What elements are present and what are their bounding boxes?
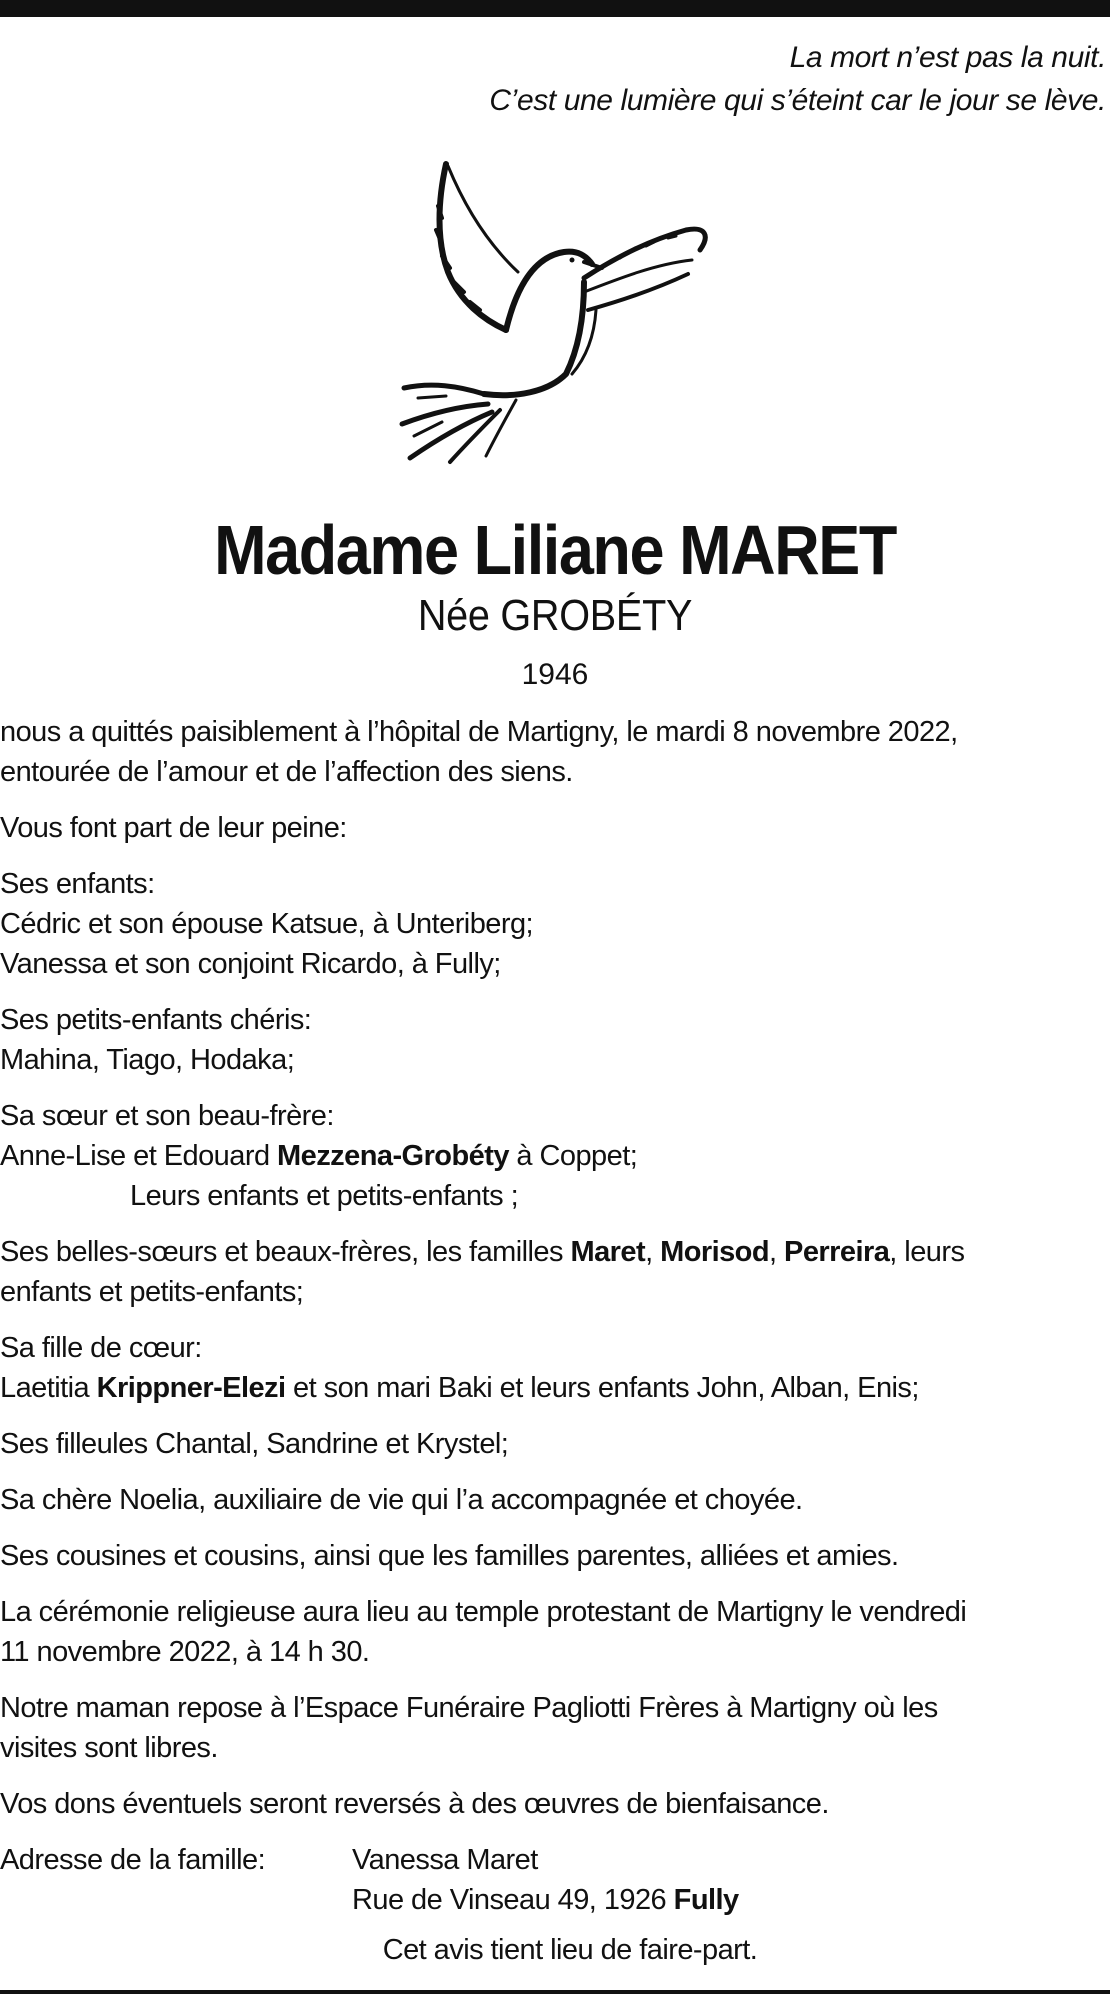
announcement-line-2: entourée de l’amour et de l’affection des siens.: [0, 756, 573, 788]
in-laws-line-1: [0, 1232, 1110, 1272]
family-address-street-text: Rue de Vinseau 49, 1926: [352, 1884, 674, 1916]
family-address-name: Vanessa Maret: [352, 1844, 538, 1876]
grandchildren-heading: Ses petits-enfants chéris:: [0, 1004, 312, 1036]
sister-entry: [0, 1136, 1110, 1176]
sister-paragraph: [0, 1096, 1110, 1216]
grandchildren-paragraph: [0, 1000, 1110, 1080]
goddaughters-line: Ses filleules Chantal, Sandrine et Krystel;: [0, 1428, 509, 1460]
epigraph-line-2: C’est une lumière qui s’éteint car le jour se lève.: [489, 84, 1106, 117]
family-maret: Maret: [570, 1236, 646, 1268]
in-laws-paragraph: [0, 1232, 1110, 1312]
sister-heading: Sa sœur et son beau-frère:: [0, 1100, 334, 1132]
announcement-line-1: nous a quittés paisiblement à l’hôpital de Martigny, le mardi 8 novembre 2022,: [0, 716, 958, 748]
top-border-rule: [0, 0, 1110, 17]
cousins-line: Ses cousines et cousins, ainsi que les familles parentes, alliées et amies.: [0, 1540, 899, 1572]
family-address: [0, 1840, 1110, 1920]
closing-note: Cet avis tient lieu de faire-part.: [382, 1934, 758, 1966]
heart-daughter-heading: Sa fille de cœur:: [0, 1332, 202, 1364]
child-entry-2: Vanessa et son conjoint Ricardo, à Fully;: [0, 948, 501, 980]
sister-descendants: Leurs enfants et petits-enfants ;: [130, 1180, 519, 1212]
in-laws-intro: Ses belles-sœurs et beaux-frères, les familles: [0, 1236, 571, 1268]
family-perreira: Perreira: [784, 1236, 890, 1268]
birth-year: 1946: [521, 658, 589, 691]
ceremony-paragraph: [0, 1592, 1110, 1672]
sister-first-names: Anne-Lise et Edouard: [0, 1140, 278, 1172]
caregiver-line: Sa chère Noelia, auxiliaire de vie qui l’a accompagnée et choyée.: [0, 1484, 803, 1516]
epigraph-quote: [206, 36, 1106, 122]
viewing-line-2: visites sont libres.: [0, 1732, 218, 1764]
children-heading: Ses enfants:: [0, 868, 155, 900]
family-address-town: Fully: [673, 1884, 739, 1916]
sister-place: à Coppet;: [508, 1140, 638, 1172]
announcement-paragraph: [0, 712, 1110, 792]
dove-icon: [388, 160, 724, 470]
family-address-label: Adresse de la famille:: [0, 1844, 266, 1876]
sister-surname: Mezzena-Grobéty: [277, 1140, 509, 1172]
in-laws-tail: , leurs: [889, 1236, 965, 1268]
obituary-body: [0, 712, 1110, 1970]
deceased-name: Madame Liliane MARET: [214, 511, 896, 589]
grandchildren-names: Mahina, Tiago, Hodaka;: [0, 1044, 295, 1076]
separator: ,: [769, 1236, 785, 1268]
bottom-border-rule: [0, 1990, 1110, 1994]
in-laws-line-2: enfants et petits-enfants;: [0, 1276, 304, 1308]
heart-daughter-first-name: Laetitia: [0, 1372, 97, 1404]
heart-daughter-paragraph: [0, 1328, 1110, 1408]
epigraph-line-1: La mort n’est pas la nuit.: [789, 41, 1106, 74]
ceremony-line-2: 11 novembre 2022, à 14 h 30.: [0, 1636, 370, 1668]
donations-line: Vos dons éventuels seront reversés à des œuvres de bienfaisance.: [0, 1788, 829, 1820]
heart-daughter-surname: Krippner-Elezi: [96, 1372, 286, 1404]
family-morisod: Morisod: [660, 1236, 770, 1268]
children-paragraph: [0, 864, 1110, 984]
grief-intro: Vous font part de leur peine:: [0, 812, 347, 844]
heart-daughter-family: et son mari Baki et leurs enfants John, Alban, Enis;: [285, 1372, 919, 1404]
viewing-line-1: Notre maman repose à l’Espace Funéraire Pagliotti Frères à Martigny où les: [0, 1692, 938, 1724]
viewing-paragraph: [0, 1688, 1110, 1768]
maiden-name: Née GROBÉTY: [417, 591, 693, 640]
ceremony-line-1: La cérémonie religieuse aura lieu au temple protestant de Martigny le vendredi: [0, 1596, 967, 1628]
heart-daughter-entry: [0, 1368, 1110, 1408]
child-entry-1: Cédric et son épouse Katsue, à Unteriberg;: [0, 908, 534, 940]
separator: ,: [645, 1236, 661, 1268]
family-address-details: [352, 1840, 739, 1920]
family-address-street: [352, 1880, 739, 1920]
